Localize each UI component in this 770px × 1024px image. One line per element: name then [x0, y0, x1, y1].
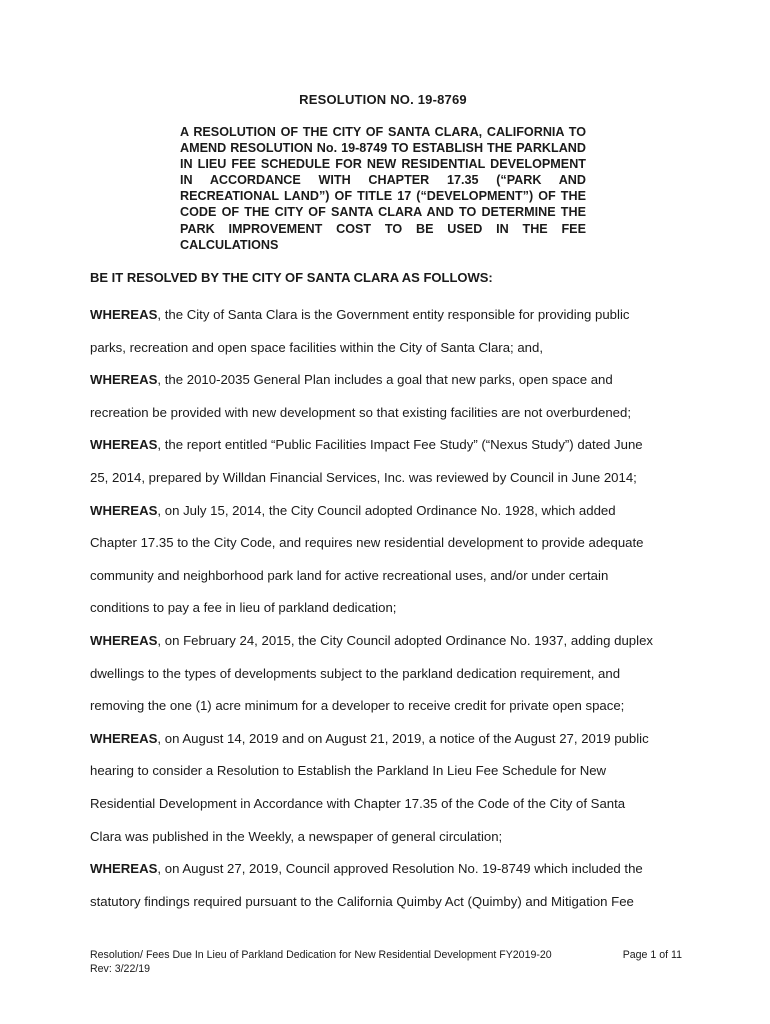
whereas-label: WHEREAS: [90, 861, 158, 877]
line-text: Chapter 17.35 to the City Code, and requires new residential development to provide adequate: [90, 535, 644, 551]
text-line: [90, 821, 690, 854]
text-line: [90, 690, 690, 723]
whereas-clauses: [90, 299, 690, 918]
line-text: parks, recreation and open space facilities within the City of Santa Clara; and,: [90, 339, 544, 355]
line-text: statutory findings required pursuant to the California Quimby Act (Quimby) and Mitigation Fee: [90, 893, 634, 909]
text-line: [90, 592, 690, 625]
text-line: [90, 560, 690, 593]
whereas-label: WHEREAS: [90, 730, 158, 746]
line-text: Clara was published in the Weekly, a newspaper of general circulation;: [90, 828, 503, 844]
page-number: Page 1 of 11: [622, 949, 682, 961]
text-line: [90, 299, 690, 332]
footer-revision: Rev: 3/22/19: [90, 963, 151, 975]
text-line: [90, 886, 690, 919]
line-text: , the 2010-2035 General Plan includes a goal that new parks, open space and: [157, 372, 613, 388]
line-text: 25, 2014, prepared by Willdan Financial Services, Inc. was reviewed by Council in June 2014;: [90, 469, 637, 485]
resolution-number: RESOLUTION NO. 19-8769: [299, 92, 467, 107]
line-text: community and neighborhood park land for active recreational uses, and/or under certain: [90, 567, 609, 583]
text-line: [90, 495, 690, 528]
line-text: , on July 15, 2014, the City Council adopted Ordinance No. 1928, which added: [157, 502, 616, 518]
text-line: [90, 332, 690, 365]
text-line: [90, 658, 690, 691]
line-text: hearing to consider a Resolution to Establish the Parkland In Lieu Fee Schedule for New: [90, 763, 607, 779]
line-text: dwellings to the types of developments subject to the parkland dedication requirement, and: [90, 665, 621, 681]
whereas-label: WHEREAS: [90, 632, 158, 648]
line-text: removing the one (1) acre minimum for a developer to receive credit for private open space;: [90, 698, 625, 714]
text-line: [90, 397, 690, 430]
text-line: [90, 429, 690, 462]
line-text: , on August 14, 2019 and on August 21, 2019, a notice of the August 27, 2019 public: [157, 730, 649, 746]
page-footer: [90, 948, 682, 976]
line-text: recreation be provided with new development so that existing facilities are not overburdened;: [90, 404, 632, 420]
text-line: [90, 755, 690, 788]
text-line: [90, 853, 690, 886]
whereas-label: WHEREAS: [90, 307, 158, 322]
line-text: , the report entitled “Public Facilities Impact Fee Study” (“Nexus Study”) dated June: [157, 437, 643, 453]
text-line: [90, 625, 690, 658]
whereas-label: WHEREAS: [90, 372, 158, 388]
line-text: , the City of Santa Clara is the Government entity responsible for providing public: [157, 307, 630, 322]
text-line: [90, 788, 690, 821]
text-line: [90, 364, 690, 397]
line-text: , on August 27, 2019, Council approved Resolution No. 19-8749 which included the: [157, 861, 643, 877]
text-line: [90, 723, 690, 756]
line-text: Residential Development in Accordance with Chapter 17.35 of the Code of the City of Santa: [90, 795, 626, 811]
resolved-statement: BE IT RESOLVED BY THE CITY OF SANTA CLARA AS FOLLOWS:: [90, 270, 493, 285]
whereas-label: WHEREAS: [90, 437, 158, 453]
whereas-label: WHEREAS: [90, 502, 158, 518]
resolution-title: A RESOLUTION OF THE CITY OF SANTA CLARA, CALIFORNIA TO AMEND RESOLUTION No. 19-8749 TO ESTABLISH THE PARKLAND IN LIEU FEE SCHEDULE FOR NEW RESIDENTIAL DEVELOPMENT IN ACCORDANCE WITH CHAPTER 17.35 (“PARK AND RECREATIONAL LAND”) OF TITLE 17 (“DEVELOPMENT”) OF THE CODE OF THE CITY OF SANTA CLARA AND TO DETERMINE THE PARK IMPROVEMENT COST TO BE USED IN THE FEE CALCULATIONS: [180, 125, 586, 252]
footer-document-name: Resolution/ Fees Due In Lieu of Parkland Dedication for New Residential Development FY2019-20: [90, 949, 552, 961]
text-line: [90, 462, 690, 495]
text-line: [90, 527, 690, 560]
line-text: , on February 24, 2015, the City Council adopted Ordinance No. 1937, adding duplex: [157, 632, 653, 648]
line-text: conditions to pay a fee in lieu of parkland dedication;: [90, 600, 397, 616]
